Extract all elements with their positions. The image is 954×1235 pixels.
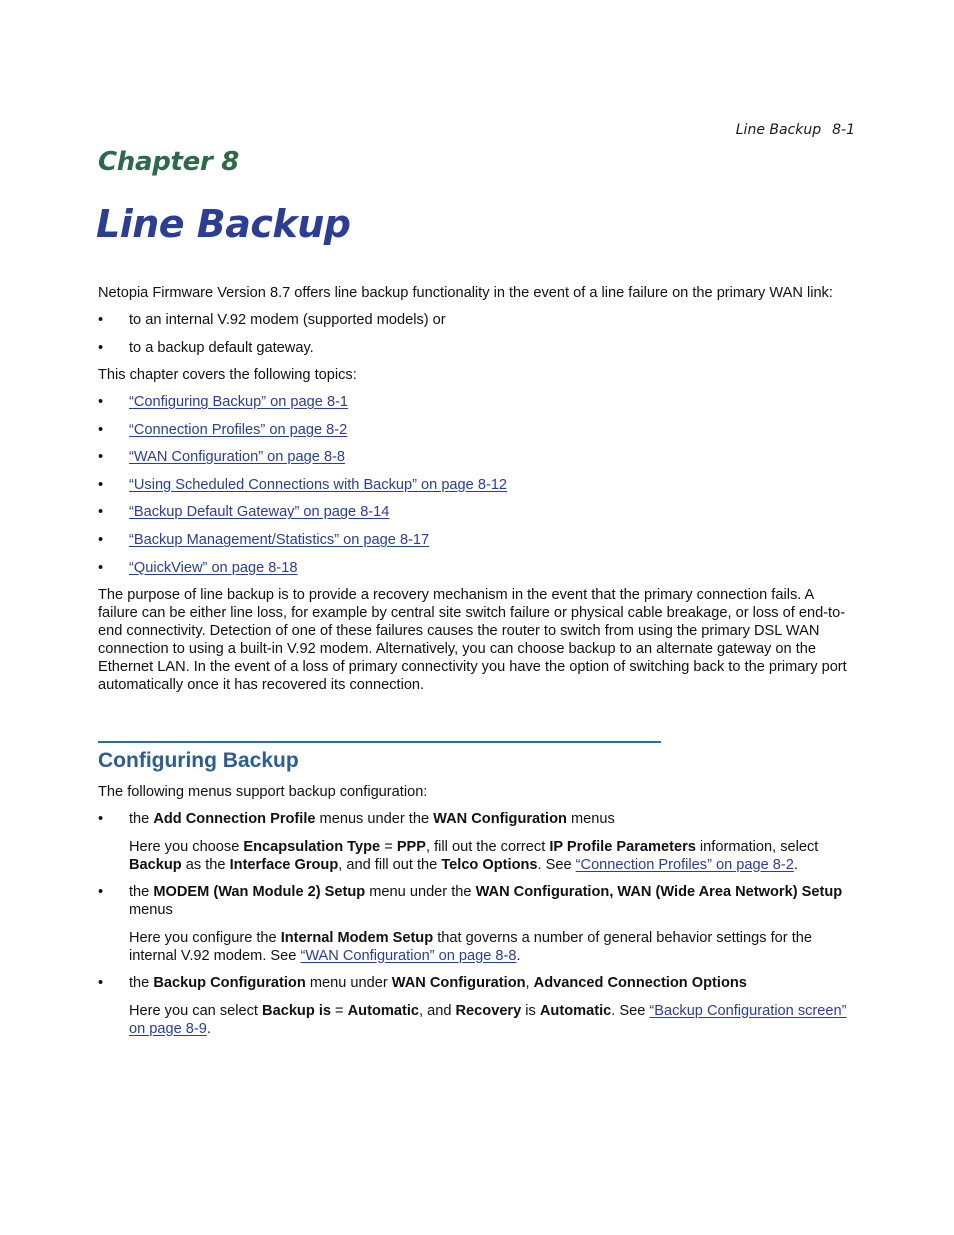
bullet-glyph: • — [98, 504, 104, 521]
menu-item — [98, 974, 854, 992]
running-header — [736, 121, 855, 139]
topic-link-scheduled-connections[interactable]: “Using Scheduled Connections with Backup” on page 8-12 — [129, 476, 508, 493]
topic-item — [98, 559, 854, 577]
field-name: IP Profile Parameters — [549, 838, 696, 855]
field-name: Telco Options — [441, 856, 538, 873]
bullet-glyph: • — [98, 449, 104, 466]
text-run: Here you can select — [129, 1002, 263, 1019]
running-title: Line Backup — [735, 122, 822, 138]
text-run: = — [331, 1002, 348, 1019]
menu-name: Backup Configuration — [153, 975, 306, 991]
field-name: Internal Modem Setup — [280, 929, 434, 946]
bullet-glyph: • — [98, 476, 104, 493]
text-run: . See — [611, 1002, 650, 1019]
cross-reference-link[interactable]: “Backup Configuration screen” on page 8-9 — [129, 1002, 847, 1037]
topic-link-connection-profiles[interactable]: “Connection Profiles” on page 8-2 — [129, 421, 348, 438]
text-run: Here you choose — [129, 838, 244, 855]
chapter-title: Line Backup — [96, 202, 351, 246]
bullet-glyph: • — [98, 394, 104, 410]
text-run: the — [129, 975, 154, 991]
text-run: menu under — [305, 975, 392, 991]
menu-item — [98, 810, 854, 828]
menu-item-detail — [98, 929, 854, 965]
menu-item — [98, 883, 854, 919]
text-run: , — [525, 975, 534, 991]
purpose-paragraph: The purpose of line backup is to provide a recovery mechanism in the event that the primary connection fails. A failure can be either line loss, for example by central site switch failure or physical cable breakage, or loss of end-to-end connectivity. Detection of one of these failures causes the router to switch from using the primary DSL WAN connection to using a built-in V.92 modem. Alternatively, you can choose backup to an alternate gateway on the Ethernet LAN. In the event of a loss of primary connectivity you have the option of switching back to the primary port automatically once it has recovered its connection. — [98, 587, 847, 694]
text-run: is — [521, 1002, 540, 1019]
topic-item — [98, 421, 854, 439]
bullet-glyph: • — [98, 559, 104, 576]
field-value: Automatic — [539, 1002, 612, 1019]
topic-link-configuring-backup[interactable]: “Configuring Backup” on page 8-1 — [129, 394, 349, 410]
list-item — [98, 339, 854, 357]
text-run: menus — [566, 811, 615, 827]
menu-name: Advanced Connection Options — [533, 975, 747, 991]
bullet-glyph: • — [98, 975, 104, 991]
chapter-label: Chapter 8 — [98, 147, 240, 177]
topic-link-quickview[interactable]: “QuickView” on page 8-18 — [129, 559, 298, 576]
bullet-glyph: • — [98, 421, 104, 438]
menu-name: Add Connection Profile — [153, 811, 316, 827]
text-run: menu under the — [365, 884, 476, 900]
intro-body — [98, 284, 854, 694]
topics-intro: This chapter covers the following topics: — [98, 367, 357, 383]
bullet-glyph: • — [98, 339, 104, 356]
section-body — [98, 783, 854, 1047]
text-run: = — [380, 838, 397, 855]
bullet-glyph: • — [98, 811, 104, 827]
text-run: . — [206, 1020, 211, 1037]
bullet-glyph: • — [98, 884, 104, 900]
topic-item — [98, 476, 854, 494]
field-value: Automatic — [347, 1002, 419, 1019]
list-item-text: to a backup default gateway. — [129, 339, 314, 356]
topic-link-backup-default-gateway[interactable]: “Backup Default Gateway” on page 8-14 — [129, 504, 390, 521]
topic-item — [98, 448, 854, 466]
cross-reference-link[interactable]: “WAN Configuration” on page 8-8 — [300, 947, 517, 964]
field-name: Backup is — [262, 1002, 331, 1019]
section-rule — [98, 741, 661, 743]
text-run: . — [793, 856, 798, 873]
text-run: Here you configure the — [129, 929, 281, 946]
section-title: Configuring Backup — [98, 749, 299, 772]
text-run: . — [516, 947, 521, 964]
field-name: Encapsulation Type — [243, 838, 381, 855]
menu-name: WAN Configuration — [433, 811, 567, 827]
topic-item — [98, 503, 854, 521]
text-run: the — [129, 884, 154, 900]
bullet-glyph: • — [98, 531, 104, 548]
text-run: menus under the — [315, 811, 434, 827]
text-run: , fill out the correct — [426, 838, 550, 855]
menu-name: MODEM (Wan Module 2) Setup — [153, 884, 366, 900]
topic-item — [98, 531, 854, 549]
menu-name: WAN Configuration — [391, 975, 526, 991]
intro-paragraph: Netopia Firmware Version 8.7 offers line backup functionality in the event of a line failure on the primary WAN link: — [98, 285, 833, 301]
cross-reference-link[interactable]: “Connection Profiles” on page 8-2 — [575, 856, 794, 873]
topic-link-backup-management[interactable]: “Backup Management/Statistics” on page 8-17 — [129, 531, 430, 548]
menu-item-detail — [98, 1002, 854, 1038]
list-item — [98, 311, 854, 329]
text-run: the — [129, 811, 154, 827]
field-value: PPP — [396, 838, 427, 855]
text-run: as the — [181, 856, 230, 873]
bullet-glyph: • — [98, 312, 104, 328]
text-run: menus — [129, 902, 173, 918]
text-run: , and — [419, 1002, 456, 1019]
menu-item-detail — [98, 838, 854, 874]
field-name: Recovery — [455, 1002, 522, 1019]
section-intro: The following menus support backup configuration: — [98, 784, 428, 800]
page-number: 8-1 — [832, 122, 855, 138]
topic-item — [98, 393, 854, 411]
text-run: information, select — [695, 838, 819, 855]
menu-name: WAN Configuration, WAN (Wide Area Network) Setup — [475, 884, 843, 900]
text-run: that governs a number of general behavior settings for the internal V.92 modem. See — [129, 929, 812, 964]
list-item-text: to an internal V.92 modem (supported models) or — [129, 312, 446, 328]
text-run: . See — [537, 856, 576, 873]
topic-link-wan-configuration[interactable]: “WAN Configuration” on page 8-8 — [129, 449, 346, 466]
field-value: Backup — [129, 856, 182, 873]
field-name: Interface Group — [229, 856, 339, 873]
text-run: , and fill out the — [338, 856, 442, 873]
